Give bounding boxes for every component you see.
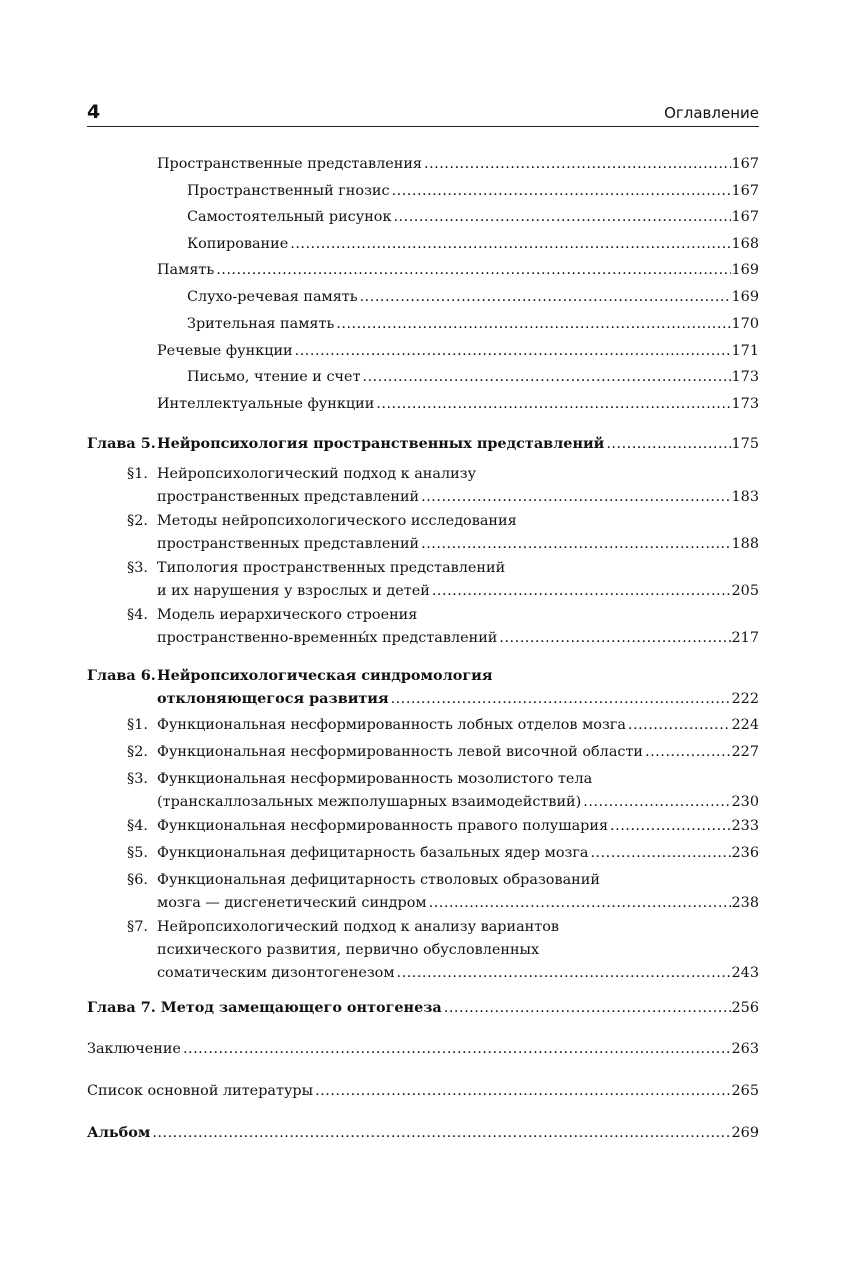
page-header [87,100,759,126]
section-number: §4. [127,607,148,623]
toc-album[interactable]: Альбом ..... 269 [87,1121,759,1145]
toc-section[interactable]: §4. Модель иерархического строения пространственно-временны́х представлений ..... 217 [87,604,759,650]
section-number: §3. [127,560,148,576]
toc-entry[interactable]: Память ..... 169 [87,259,759,282]
toc-section[interactable]: §7. Нейропсихологический подход к анализу вариантов психического развития, первично обусловленных соматическим дизонтогенезом ..... 243 [87,916,759,985]
section-number: §7. [127,919,148,935]
toc-entry[interactable]: Пространственный гнозис ..... 167 [87,180,759,203]
toc-section[interactable]: §5. Функциональная дефицитарность базальных ядер мозга ..... 236 [87,842,759,865]
toc-section[interactable]: §2. Методы нейропсихологического исследования пространственных представлений ..... 188 [87,510,759,556]
section-number: §6. [127,872,148,888]
section-number: §3. [127,771,148,787]
chapter-label: Глава 6. [87,667,156,684]
toc-chapter-6[interactable]: Глава 6. Нейропсихологическая синдромология отклоняющегося развития ..... 222 [87,664,759,711]
toc-bibliography[interactable]: Список основной литературы ..... 265 [87,1080,759,1103]
toc-section[interactable]: §3. Функциональная несформированность мозолистого тела (транскаллозальных межполушарных взаимодействий) ..... 230 [87,768,759,814]
section-number: §2. [127,513,148,529]
toc-entry[interactable]: Самостоятельный рисунок ..... 167 [87,206,759,229]
toc-section[interactable]: §1. Функциональная несформированность лобных отделов мозга ..... 224 [87,714,759,737]
toc-section[interactable]: §1. Нейропсихологический подход к анализу пространственных представлений ..... 183 [87,463,759,509]
toc-section[interactable]: §2. Функциональная несформированность левой височной области ..... 227 [87,741,759,764]
toc-section[interactable]: §3. Типология пространственных представлений и их нарушения у взрослых и детей ..... 205 [87,557,759,603]
toc-entry[interactable]: Письмо, чтение и счет ..... 173 [87,366,759,389]
toc-entry[interactable]: Зрительная память ..... 170 [87,313,759,336]
section-number: §5. [127,845,148,861]
toc-entry[interactable]: Речевые функции ..... 171 [87,340,759,363]
toc-chapter-7[interactable]: Глава 7. Метод замещающего онтогенеза ..... 256 [87,996,759,1020]
toc-section[interactable]: §6. Функциональная дефицитарность стволовых образований мозга — дисгенетический синдром ..... 238 [87,869,759,915]
running-head: Оглавление [664,104,759,122]
page-number: 4 [87,101,101,123]
toc-entry[interactable]: Слухо-речевая память ..... 169 [87,286,759,309]
toc-entry[interactable]: Интеллектуальные функции ..... 173 [87,393,759,416]
section-number: §2. [127,744,148,760]
toc-chapter-5[interactable]: Глава 5. Нейропсихология пространственных представлений ..... 175 [87,432,759,456]
toc-entry[interactable]: Копирование ..... 168 [87,233,759,256]
section-number: §4. [127,818,148,834]
toc-entry[interactable]: Пространственные представления ..... 167 [87,153,759,176]
chapter-label: Глава 7. [87,999,156,1016]
section-number: §1. [127,717,148,733]
toc-section[interactable]: §4. Функциональная несформированность правого полушария ..... 233 [87,815,759,838]
chapter-label: Глава 5. [87,435,156,452]
toc-conclusion[interactable]: Заключение ..... 263 [87,1038,759,1061]
header-rule [87,126,759,127]
section-number: §1. [127,466,148,482]
